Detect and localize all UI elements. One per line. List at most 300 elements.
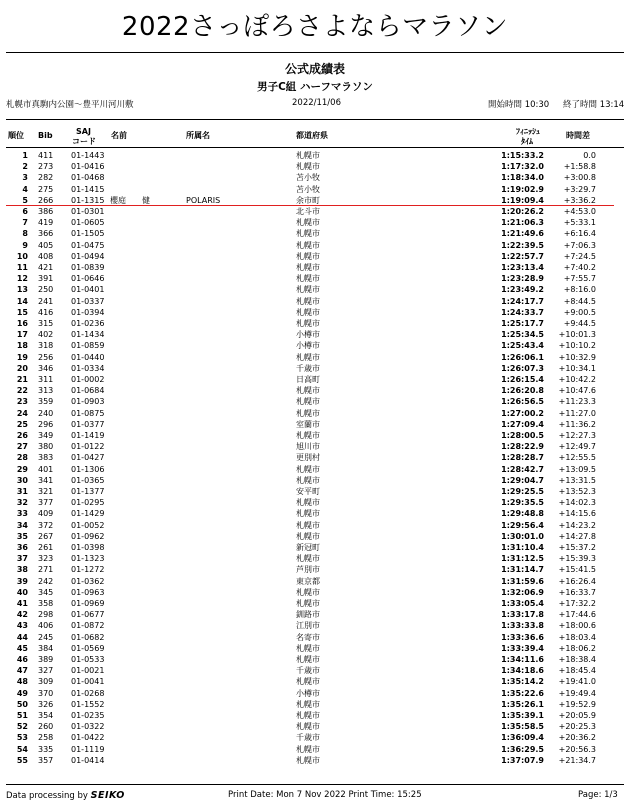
- rank-cell: 15: [16, 307, 28, 317]
- prefecture-cell: 札幌市: [296, 475, 320, 485]
- team-cell: POLARIS: [186, 195, 221, 205]
- finish-time-cell: 1:26:06.1: [501, 352, 544, 362]
- time-diff-cell: +19:41.0: [558, 677, 596, 687]
- table-row: [0, 620, 630, 631]
- table-row: [0, 184, 630, 195]
- time-diff-cell: +16:26.4: [558, 576, 596, 586]
- saj-code-cell: 01-0322: [71, 722, 105, 732]
- name-cell: 櫻庭 健: [110, 195, 150, 205]
- prefecture-cell: 札幌市: [296, 431, 320, 440]
- bib-cell: 409: [38, 509, 54, 519]
- saj-code-cell: 01-1434: [71, 330, 105, 340]
- prefecture-cell: 札幌市: [296, 520, 320, 530]
- prefecture-cell: 札幌市: [296, 263, 320, 272]
- table-row: [0, 228, 630, 239]
- table-row: [0, 553, 630, 564]
- bib-cell: 345: [38, 587, 54, 597]
- finish-time-cell: 1:35:58.5: [501, 722, 544, 732]
- time-diff-cell: +5:33.1: [563, 218, 596, 228]
- table-row: [0, 441, 630, 452]
- saj-code-cell: 01-0682: [71, 632, 105, 642]
- table-row: [0, 531, 630, 542]
- saj-code-cell: 01-0041: [71, 677, 105, 687]
- saj-code-cell: 01-1415: [71, 184, 105, 194]
- bib-cell: 380: [38, 442, 54, 452]
- finish-time-cell: 1:28:00.5: [501, 431, 544, 440]
- bib-cell: 256: [38, 352, 54, 362]
- bib-cell: 346: [38, 363, 54, 373]
- saj-code-cell: 01-1552: [71, 699, 105, 709]
- prefecture-cell: 札幌市: [296, 386, 320, 396]
- time-diff-cell: +7:24.5: [563, 251, 596, 261]
- table-row: [0, 632, 630, 643]
- bib-cell: 406: [38, 621, 54, 631]
- results-title: 公式成績表: [284, 62, 345, 76]
- finish-time-cell: 1:31:14.7: [501, 565, 544, 575]
- header-bottom-rule: [6, 147, 624, 148]
- rank-cell: 3: [22, 173, 28, 183]
- finish-time-cell: 1:28:42.7: [501, 464, 544, 474]
- saj-code-cell: 01-0334: [71, 363, 105, 373]
- table-row: [0, 688, 630, 699]
- finish-time-cell: 1:19:09.4: [501, 195, 544, 205]
- finish-time-cell: 1:31:10.4: [501, 543, 544, 552]
- time-diff-cell: +10:47.6: [558, 386, 596, 396]
- prefecture-cell: 札幌市: [296, 587, 320, 597]
- saj-code-cell: 01-0052: [71, 520, 105, 530]
- time-diff-cell: +20:36.2: [558, 733, 596, 743]
- finish-time-cell: 1:31:12.5: [501, 554, 544, 564]
- saj-code-cell: 01-0684: [71, 386, 105, 396]
- saj-code-cell: 01-0365: [71, 475, 105, 485]
- table-row: [0, 419, 630, 430]
- header-finish-line2: ﾀｲﾑ: [521, 137, 533, 146]
- bib-cell: 357: [38, 755, 54, 765]
- rank-cell: 29: [16, 464, 28, 474]
- finish-time-cell: 1:36:29.5: [501, 744, 544, 754]
- bib-cell: 260: [38, 722, 54, 732]
- bib-cell: 323: [38, 554, 54, 564]
- finish-time-cell: 1:36:09.4: [501, 733, 544, 743]
- saj-code-cell: 01-1315: [71, 195, 105, 205]
- table-row: [0, 576, 630, 587]
- table-row: [0, 363, 630, 374]
- table-row: [0, 150, 630, 161]
- saj-code-cell: 01-0362: [71, 576, 105, 586]
- bib-cell: 321: [38, 487, 54, 496]
- rank-cell: 18: [16, 341, 28, 351]
- table-row: [0, 520, 630, 531]
- prefecture-cell: 千歳市: [296, 666, 320, 676]
- prefecture-cell: 札幌市: [296, 498, 320, 508]
- rank-cell: 26: [16, 431, 28, 440]
- saj-code-cell: 01-0398: [71, 543, 105, 552]
- time-diff-cell: +15:37.2: [558, 543, 596, 552]
- bib-cell: 313: [38, 386, 54, 396]
- rank-cell: 54: [16, 744, 28, 754]
- bib-cell: 296: [38, 419, 54, 429]
- prefecture-cell: 札幌市: [296, 319, 320, 328]
- bib-cell: 408: [38, 251, 54, 261]
- time-diff-cell: +3:36.2: [563, 195, 596, 205]
- table-row: [0, 497, 630, 508]
- prefecture-cell: 新冠町: [296, 543, 320, 552]
- saj-code-cell: 01-0494: [71, 251, 105, 261]
- rank-cell: 48: [16, 677, 28, 687]
- time-diff-cell: +17:44.6: [558, 610, 596, 620]
- saj-code-cell: 01-0468: [71, 173, 105, 183]
- table-row: [0, 374, 630, 385]
- table-row: [0, 172, 630, 183]
- time-diff-cell: +20:25.3: [558, 722, 596, 732]
- time-diff-cell: +14:27.8: [558, 531, 596, 541]
- saj-code-cell: 01-0605: [71, 218, 105, 228]
- saj-code-cell: 01-0875: [71, 408, 105, 418]
- table-row: [0, 385, 630, 396]
- header-finish-line1: ﾌｨﾆｯｼｭ: [516, 127, 540, 136]
- bib-cell: 370: [38, 688, 54, 698]
- finish-time-cell: 1:34:18.6: [501, 666, 544, 676]
- prefecture-cell: 札幌市: [296, 554, 320, 564]
- time-diff-cell: +15:39.3: [558, 554, 596, 564]
- category-title: 男子C組 ハーフマラソン: [257, 81, 373, 93]
- time-diff-cell: +7:55.7: [563, 274, 596, 284]
- table-row: [0, 430, 630, 441]
- bib-cell: 341: [38, 475, 54, 485]
- prefecture-cell: 東京都: [296, 576, 320, 586]
- finish-time-cell: 1:23:49.2: [501, 285, 544, 295]
- time-diff-cell: +11:23.3: [558, 397, 596, 407]
- saj-code-cell: 01-0401: [71, 285, 105, 295]
- saj-code-cell: 01-0268: [71, 688, 105, 698]
- venue: 札幌市真駒内公園～豊平川河川敷: [6, 100, 134, 110]
- bib-cell: 416: [38, 307, 54, 317]
- rank-cell: 43: [16, 621, 28, 631]
- finish-time-cell: 1:29:56.4: [501, 520, 544, 530]
- time-diff-cell: +14:23.2: [558, 520, 596, 530]
- table-row: [0, 744, 630, 755]
- prefecture-cell: 安平町: [296, 487, 320, 496]
- saj-code-cell: 01-0021: [71, 666, 105, 676]
- time-diff-cell: +8:16.0: [563, 285, 596, 295]
- table-row: [0, 609, 630, 620]
- rank-cell: 13: [16, 285, 28, 295]
- rank-cell: 1: [22, 151, 28, 160]
- bib-cell: 311: [38, 375, 54, 384]
- time-diff-cell: +12:49.7: [558, 442, 596, 452]
- finish-time-cell: 1:29:25.5: [501, 487, 544, 496]
- table-row: [0, 161, 630, 172]
- saj-code-cell: 01-0440: [71, 352, 105, 362]
- rank-cell: 7: [22, 218, 28, 228]
- prefecture-cell: 室蘭市: [296, 419, 320, 429]
- prefecture-cell: 千歳市: [296, 363, 320, 373]
- rank-cell: 40: [16, 587, 28, 597]
- saj-code-cell: 01-0903: [71, 397, 105, 407]
- saj-code-cell: 01-0235: [71, 711, 105, 720]
- finish-time-cell: 1:17:32.0: [501, 162, 544, 172]
- finish-time-cell: 1:26:56.5: [501, 397, 544, 407]
- table-row: [0, 587, 630, 598]
- time-diff-cell: +7:06.3: [563, 240, 596, 250]
- prefecture-cell: 札幌市: [296, 352, 320, 362]
- rank-cell: 2: [22, 162, 28, 172]
- prefecture-cell: 札幌市: [296, 408, 320, 418]
- table-row: [0, 296, 630, 307]
- bib-cell: 383: [38, 453, 54, 463]
- finish-time-cell: 1:33:36.6: [501, 632, 544, 642]
- prefecture-cell: 北斗市: [296, 207, 320, 216]
- rank-cell: 35: [16, 531, 28, 541]
- bib-cell: 315: [38, 319, 54, 328]
- header-saj-line1: SAJ: [76, 127, 91, 136]
- table-row: [0, 396, 630, 407]
- rank-cell: 47: [16, 666, 28, 676]
- saj-code-cell: 01-0475: [71, 240, 105, 250]
- bib-cell: 349: [38, 431, 54, 440]
- finish-time-cell: 1:24:33.7: [501, 307, 544, 317]
- finish-time-cell: 1:27:00.2: [501, 408, 544, 418]
- saj-code-cell: 01-1323: [71, 554, 105, 564]
- bib-cell: 266: [38, 195, 54, 205]
- table-row: [0, 486, 630, 497]
- finish-time-cell: 1:28:28.7: [501, 453, 544, 463]
- bib-cell: 358: [38, 599, 54, 608]
- time-diff-cell: +6:16.4: [563, 229, 596, 239]
- rank-cell: 52: [16, 722, 28, 732]
- header-bib: Bib: [38, 131, 53, 140]
- time-diff-cell: +1:58.8: [563, 162, 596, 172]
- finish-time-cell: 1:21:06.3: [501, 218, 544, 228]
- rank-cell: 9: [22, 240, 28, 250]
- saj-code-cell: 01-0569: [71, 643, 105, 653]
- saj-code-cell: 01-0859: [71, 341, 105, 351]
- time-diff-cell: +13:31.5: [558, 475, 596, 485]
- header-prefecture: 都道府県: [296, 131, 328, 140]
- prefecture-cell: 札幌市: [296, 699, 320, 709]
- rank-cell: 23: [16, 397, 28, 407]
- rank-cell: 4: [22, 184, 28, 194]
- rank-cell: 28: [16, 453, 28, 463]
- saj-code-cell: 01-0394: [71, 307, 105, 317]
- time-diff-cell: +19:49.4: [558, 688, 596, 698]
- saj-code-cell: 01-1443: [71, 151, 105, 160]
- finish-time-cell: 1:15:33.2: [501, 151, 544, 160]
- rank-cell: 17: [16, 330, 28, 340]
- finish-time-cell: 1:33:05.4: [501, 599, 544, 608]
- table-row: [0, 710, 630, 721]
- time-diff-cell: +4:53.0: [563, 207, 596, 216]
- prefecture-cell: 札幌市: [296, 464, 320, 474]
- saj-code-cell: 01-1119: [71, 744, 105, 754]
- saj-code-cell: 01-0301: [71, 207, 105, 216]
- bib-cell: 389: [38, 655, 54, 664]
- time-diff-cell: +15:41.5: [558, 565, 596, 575]
- bib-cell: 245: [38, 632, 54, 642]
- rank-cell: 11: [16, 263, 28, 272]
- rank-cell: 36: [16, 543, 28, 552]
- time-diff-cell: +18:03.4: [558, 632, 596, 642]
- time-diff-cell: +18:45.4: [558, 666, 596, 676]
- finish-time-cell: 1:32:06.9: [501, 587, 544, 597]
- table-row: [0, 475, 630, 486]
- rank-cell: 39: [16, 576, 28, 586]
- table-row: [0, 284, 630, 295]
- bib-cell: 258: [38, 733, 54, 743]
- table-row: [0, 340, 630, 351]
- header-saj-line2: コード: [72, 137, 96, 146]
- time-diff-cell: +7:40.2: [563, 263, 596, 272]
- table-row: [0, 755, 630, 766]
- bib-cell: 241: [38, 296, 54, 306]
- rank-cell: 41: [16, 599, 28, 608]
- saj-code-cell: 01-0414: [71, 755, 105, 765]
- time-diff-cell: +13:52.3: [558, 487, 596, 496]
- saj-code-cell: 01-0002: [71, 375, 105, 384]
- saj-code-cell: 01-0533: [71, 655, 105, 664]
- finish-time-cell: 1:35:26.1: [501, 699, 544, 709]
- rank-cell: 42: [16, 610, 28, 620]
- rank-cell: 32: [16, 498, 28, 508]
- table-row: [0, 699, 630, 710]
- header-team: 所属名: [186, 131, 210, 140]
- bib-cell: 402: [38, 330, 54, 340]
- rank-cell: 10: [16, 251, 28, 261]
- saj-code-cell: 01-0422: [71, 733, 105, 743]
- prefecture-cell: 札幌市: [296, 274, 320, 284]
- time-diff-cell: +14:15.6: [558, 509, 596, 519]
- prefecture-cell: 小樽市: [296, 688, 320, 698]
- rank-cell: 46: [16, 655, 28, 664]
- table-row: [0, 329, 630, 340]
- bib-cell: 261: [38, 543, 54, 552]
- finish-time-cell: 1:33:17.8: [501, 610, 544, 620]
- prefecture-cell: 札幌市: [296, 229, 320, 239]
- finish-time-cell: 1:25:43.4: [501, 341, 544, 351]
- table-row: [0, 251, 630, 262]
- rank-cell: 20: [16, 363, 28, 373]
- rank-cell: 22: [16, 386, 28, 396]
- bib-cell: 377: [38, 498, 54, 508]
- prefecture-cell: 江別市: [296, 621, 320, 631]
- bib-cell: 240: [38, 408, 54, 418]
- header-rank: 順位: [8, 131, 24, 140]
- time-diff-cell: +20:56.3: [558, 744, 596, 754]
- rank-cell: 14: [16, 296, 28, 306]
- time-diff-cell: +3:29.7: [563, 184, 596, 194]
- finish-time-cell: 1:34:11.6: [501, 655, 544, 664]
- saj-code-cell: 01-0677: [71, 610, 105, 620]
- table-row: [0, 240, 630, 251]
- table-row: [0, 206, 630, 217]
- finish-time-cell: 1:23:13.4: [501, 263, 544, 272]
- prefecture-cell: 旭川市: [296, 442, 320, 452]
- end-time: 終了時間 13:14: [563, 100, 625, 110]
- prefecture-cell: 札幌市: [296, 755, 320, 765]
- time-diff-cell: +10:10.2: [558, 341, 596, 351]
- rank-cell: 45: [16, 643, 28, 653]
- saj-code-cell: 01-0969: [71, 599, 105, 608]
- header-top-rule: [6, 119, 624, 120]
- bib-cell: 386: [38, 207, 54, 216]
- time-diff-cell: +18:38.4: [558, 655, 596, 664]
- time-diff-cell: +21:34.7: [558, 755, 596, 765]
- finish-time-cell: 1:23:28.9: [501, 274, 544, 284]
- prefecture-cell: 千歳市: [296, 733, 320, 743]
- table-row: [0, 654, 630, 665]
- table-row: [0, 665, 630, 676]
- time-diff-cell: +11:36.2: [558, 419, 596, 429]
- finish-time-cell: 1:27:09.4: [501, 419, 544, 429]
- finish-time-cell: 1:22:39.5: [501, 240, 544, 250]
- saj-code-cell: 01-0872: [71, 621, 105, 631]
- prefecture-cell: 札幌市: [296, 296, 320, 306]
- print-info: Print Date: Mon 7 Nov 2022 Print Time: 15:25: [228, 790, 422, 800]
- finish-time-cell: 1:28:22.9: [501, 442, 544, 452]
- bib-cell: 384: [38, 643, 54, 653]
- table-row: [0, 217, 630, 228]
- rank-cell: 51: [16, 711, 28, 720]
- data-processing: [6, 790, 125, 801]
- time-diff-cell: +18:06.2: [558, 643, 596, 653]
- time-diff-cell: +9:00.5: [563, 307, 596, 317]
- saj-code-cell: 01-0377: [71, 419, 105, 429]
- footer-rule: [6, 784, 624, 785]
- bib-cell: 335: [38, 744, 54, 754]
- prefecture-cell: 札幌市: [296, 240, 320, 250]
- saj-code-cell: 01-0337: [71, 296, 105, 306]
- bib-cell: 391: [38, 274, 54, 284]
- rank-cell: 16: [16, 319, 28, 328]
- prefecture-cell: 小樽市: [296, 341, 320, 351]
- bib-cell: 419: [38, 218, 54, 228]
- table-row: [0, 732, 630, 743]
- finish-time-cell: 1:35:39.1: [501, 711, 544, 720]
- processing-label: Data processing by: [6, 791, 88, 801]
- time-diff-cell: +18:00.6: [558, 621, 596, 631]
- rank-cell: 34: [16, 520, 28, 530]
- table-row: [0, 273, 630, 284]
- bib-cell: 298: [38, 610, 54, 620]
- finish-time-cell: 1:31:59.6: [501, 576, 544, 586]
- prefecture-cell: 札幌市: [296, 509, 320, 519]
- finish-time-cell: 1:19:02.9: [501, 184, 544, 194]
- prefecture-cell: 札幌市: [296, 531, 320, 541]
- time-diff-cell: +13:09.5: [558, 464, 596, 474]
- bib-cell: 366: [38, 229, 54, 239]
- saj-code-cell: 01-1505: [71, 229, 105, 239]
- saj-code-cell: 01-0839: [71, 263, 105, 272]
- rank-cell: 53: [16, 733, 28, 743]
- prefecture-cell: 札幌市: [296, 655, 320, 664]
- prefecture-cell: 札幌市: [296, 397, 320, 407]
- saj-code-cell: 01-0646: [71, 274, 105, 284]
- time-diff-cell: 0.0: [583, 151, 596, 160]
- bib-cell: 326: [38, 699, 54, 709]
- time-diff-cell: +10:32.9: [558, 352, 596, 362]
- prefecture-cell: 札幌市: [296, 285, 320, 295]
- finish-time-cell: 1:37:07.9: [501, 755, 544, 765]
- start-time: 開始時間 10:30: [488, 100, 550, 110]
- finish-time-cell: 1:24:17.7: [501, 296, 544, 306]
- finish-time-cell: 1:26:07.3: [501, 363, 544, 373]
- time-diff-cell: +12:27.3: [558, 431, 596, 440]
- bib-cell: 250: [38, 285, 54, 295]
- saj-code-cell: 01-1419: [71, 431, 105, 440]
- page-number: Page: 1/3: [578, 790, 618, 800]
- rank-cell: 25: [16, 419, 28, 429]
- prefecture-cell: 札幌市: [296, 151, 320, 160]
